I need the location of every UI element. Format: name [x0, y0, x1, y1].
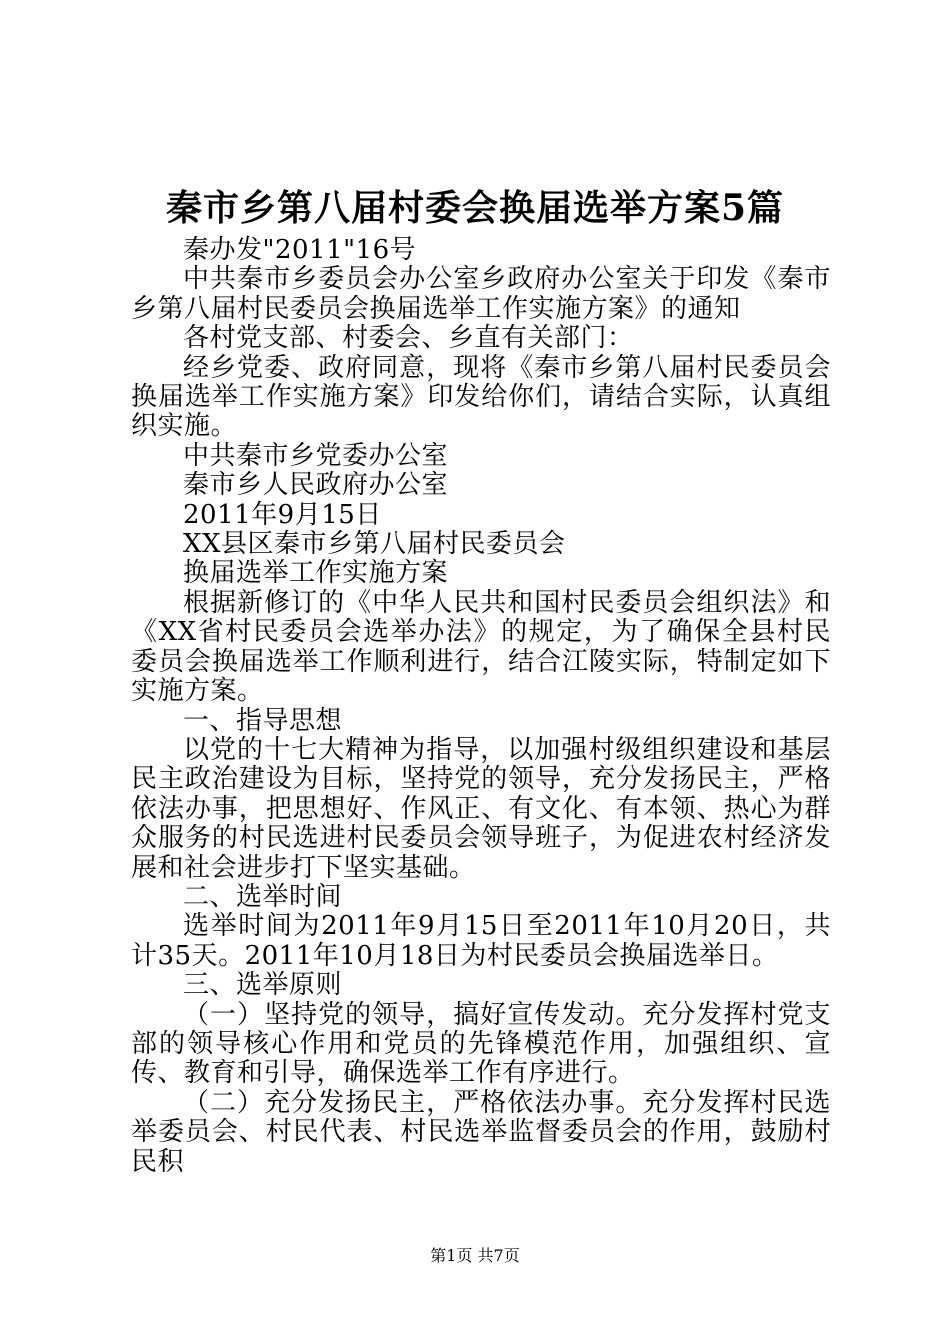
paragraph-intro: 根据新修订的《中华人民共和国村民委员会组织法》和《XX省村民委员会选举办法》的规定，为了确保全县村民委员会换届选举工作顺利进行，结合江陵实际，特制定如下实施方案。	[131, 587, 831, 707]
paragraph-notice-heading: 中共秦市乡委员会办公室乡政府办公室关于印发《秦市乡第八届村民委员会换届选举工作实施方案》的通知	[131, 264, 831, 324]
paragraph-recipients: 各村党支部、村委会、乡直有关部门：	[183, 323, 634, 354]
document-title: 秦市乡第八届村委会换届选举方案5篇	[165, 187, 785, 229]
paragraph-issuer-government: 秦市乡人民政府办公室	[183, 470, 449, 501]
paragraph-doc-number: 秦办发"2011"16号	[183, 235, 417, 265]
paragraph-plan-title-line1: XX县区秦市乡第八届村民委员会	[183, 529, 566, 560]
paragraph-election-time: 选举时间为2011年9月15日至2011年10月20日，共计35天。2011年10月18日为村民委员会换届选举日。	[131, 911, 831, 971]
paragraph-principle-2: （二）充分发扬民主，严格依法办事。充分发挥村民选举委员会、村民代表、村民选举监督委员会的作用，鼓励村民积	[131, 1087, 831, 1177]
page-number-footer: 第1页 共7页	[430, 1246, 520, 1265]
paragraph-guiding-ideology: 以党的十七大精神为指导，以加强村级组织建设和基层民主政治建设为目标，坚持党的领导，充分发扬民主，严格依法办事，把思想好、作风正、有文化、有本领、热心为群众服务的村民选进村民委员会领导班子，为促进农村经济发展和社会进步打下坚实基础。	[131, 734, 831, 883]
paragraph-notice-body: 经乡党委、政府同意，现将《秦市乡第八届村民委员会换届选举工作实施方案》印发给你们，请结合实际，认真组织实施。	[131, 352, 831, 442]
section-heading-election-time: 二、选举时间	[183, 881, 343, 912]
paragraph-issuer-party: 中共秦市乡党委办公室	[183, 440, 449, 471]
document-body	[131, 236, 831, 1177]
paragraph-principle-1: （一）坚持党的领导，搞好宣传发动。充分发挥村党支部的领导核心作用和党员的先锋模范作用，加强组织、宣传、教育和引导，确保选举工作有序进行。	[131, 999, 831, 1089]
section-heading-election-principles: 三、选举原则	[183, 970, 343, 1001]
paragraph-plan-title-line2: 换届选举工作实施方案	[183, 558, 449, 589]
section-heading-guiding-ideology: 一、指导思想	[183, 705, 343, 736]
paragraph-issue-date: 2011年9月15日	[183, 499, 382, 530]
